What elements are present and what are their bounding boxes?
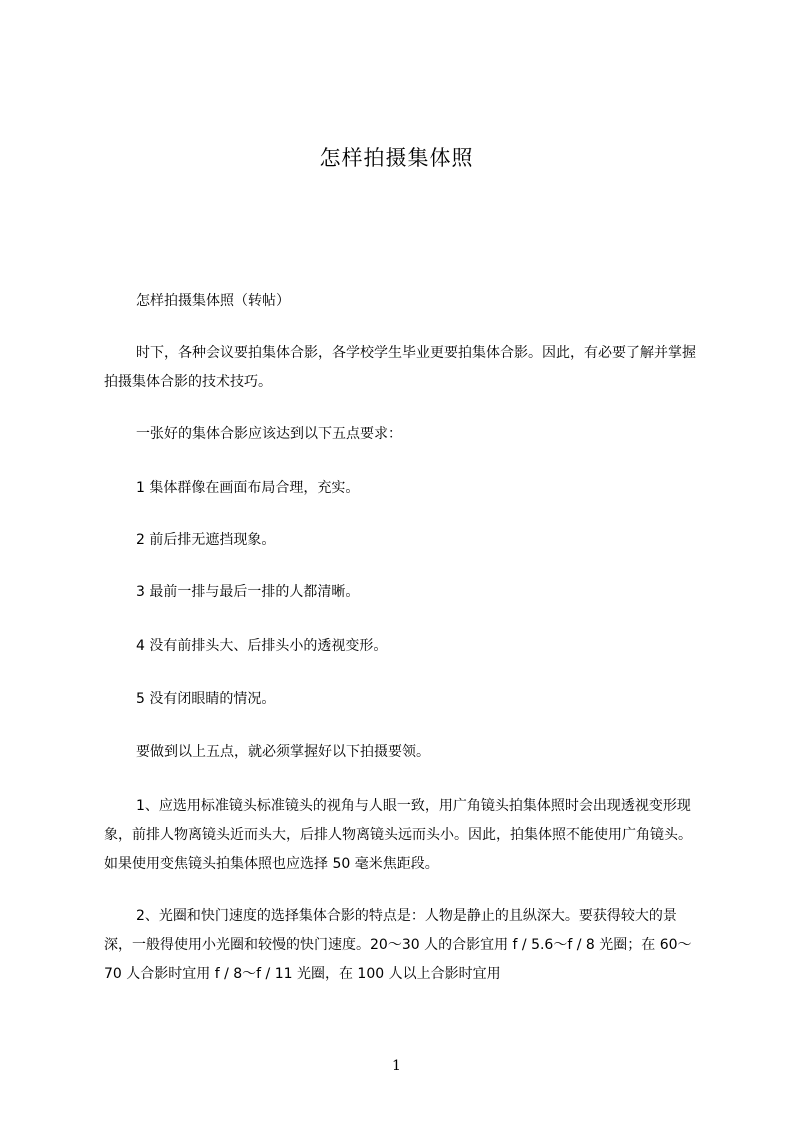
requirement-item-3: 3 最前一排与最后一排的人都清晰。	[136, 584, 360, 600]
paragraph-aperture-shutter: 2、光圈和快门速度的选择集体合影的特点是：人物是静止的且纵深大。要获得较大的景深，一般得使用小光圈和较慢的快门速度。20～30 人的合影宜用 f / 5.6～f / 8 光圈；在 60～70 人合影时宜用 f / 8～f / 11 光圈，在 100 人以上合影时宜用	[104, 908, 692, 982]
requirement-item-4: 4 没有前排头大、后排头小的透视变形。	[136, 638, 388, 654]
paragraph-subtitle: 怎样拍摄集体照（转帖）	[136, 293, 290, 309]
paragraph-requirements-lead: 一张好的集体合影应该达到以下五点要求：	[136, 426, 402, 442]
page-number: 1	[392, 1058, 401, 1074]
requirement-item-1: 1 集体群像在画面布局合理，充实。	[136, 480, 360, 496]
requirement-item-5: 5 没有闭眼睛的情况。	[136, 691, 276, 707]
paragraph-lens-choice: 1、应选用标准镜头标准镜头的视角与人眼一致，用广角镜头拍集体照时会出现透视变形现象，前排人物离镜头近而头大，后排人物离镜头远而头小。因此，拍集体照不能使用广角镜头。如果使用变焦镜头拍集体照也应选择 50 毫米焦距段。	[104, 798, 692, 872]
paragraph-essentials-lead: 要做到以上五点，就必须掌握好以下拍摄要领。	[136, 744, 430, 760]
paragraph-intro: 时下，各种会议要拍集体合影，各学校学生毕业更要拍集体合影。因此，有必要了解并掌握拍摄集体合影的技术技巧。	[104, 345, 696, 390]
requirement-item-2: 2 前后排无遮挡现象。	[136, 532, 276, 548]
document-title: 怎样拍摄集体照	[319, 146, 474, 170]
